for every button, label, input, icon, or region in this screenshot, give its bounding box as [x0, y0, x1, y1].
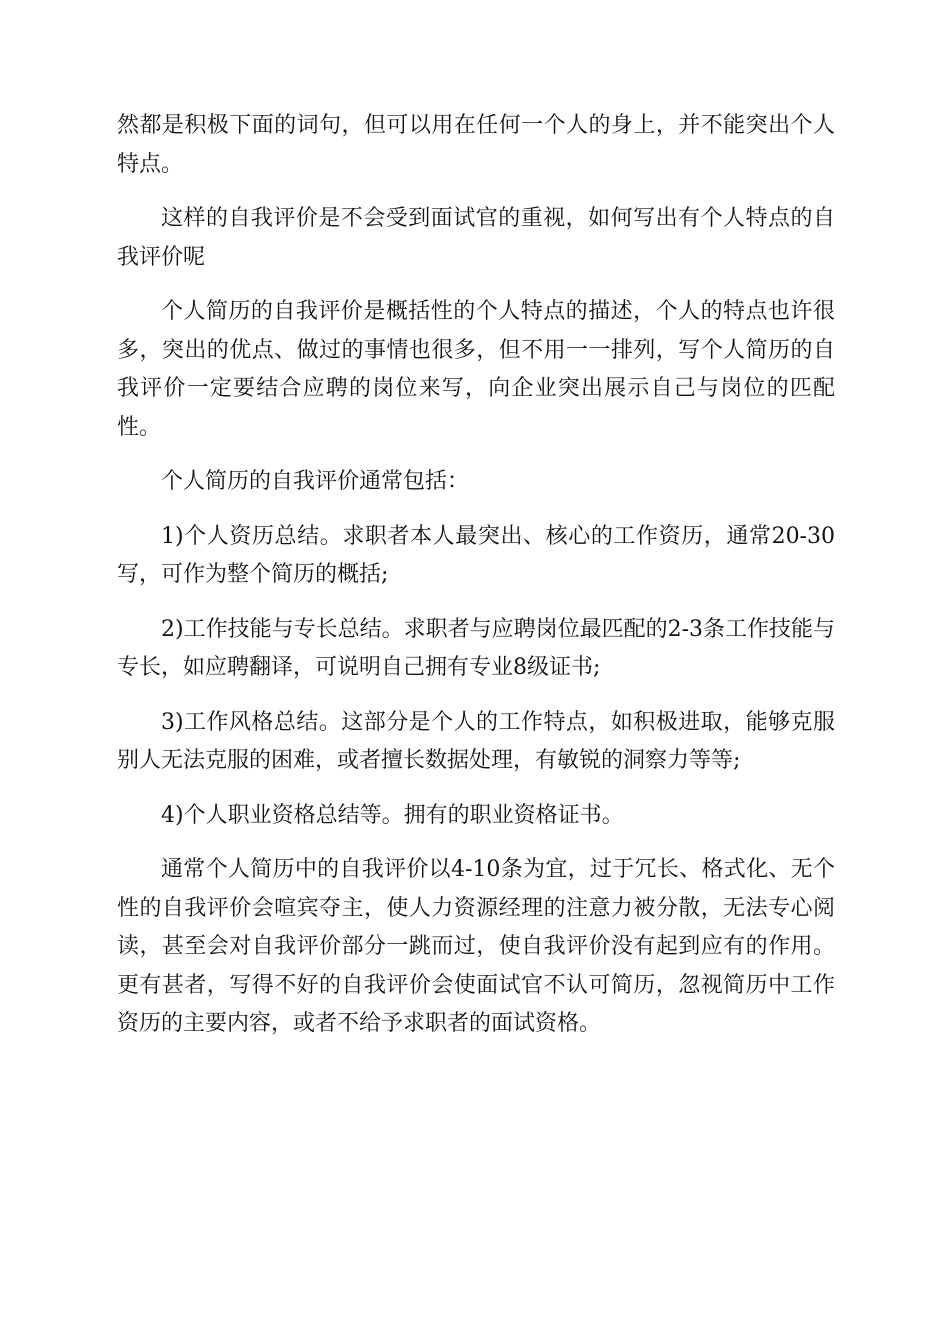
list-item-3: 3)工作风格总结。这部分是个人的工作特点，如积极进取，能够克服别人无法克服的困难，或者擅长数据处理，有敏锐的洞察力等等; — [117, 709, 835, 773]
paragraph-1: 然都是积极下面的词句，但可以用在任何一个人的身上，并不能突出个人特点。 — [117, 113, 835, 177]
paragraph-5: 通常个人简历中的自我评价以4-10条为宜，过于冗长、格式化、无个性的自我评价会喧宾夺主，使人力资源经理的注意力被分散，无法专心阅读，甚至会对自我评价部分一跳而过，使自我评价没有起到应有的作用。更有甚者，写得不好的自我评价会使面试官不认可简历，忽视简历中工作资历的主要内容，或者不给予求职者的面试资格。 — [117, 857, 835, 1036]
paragraph-4: 个人简历的自我评价通常包括： — [161, 469, 470, 494]
list-item-2: 2)工作技能与专长总结。求职者与应聘岗位最匹配的2-3条工作技能与专长，如应聘翻译，可说明自己拥有专业8级证书; — [117, 616, 836, 680]
paragraph-3: 个人简历的自我评价是概括性的个人特点的描述，个人的特点也许很多，突出的优点、做过的事情也很多，但不用一一排列，写个人简历的自我评价一定要结合应聘的岗位来写，向企业突出展示自己与岗位的匹配性。 — [117, 299, 835, 440]
document-page — [117, 107, 835, 1060]
list-item-4: 4)个人职业资格总结等。拥有的职业资格证书。 — [161, 802, 624, 828]
paragraph-2: 这样的自我评价是不会受到面试官的重视，如何写出有个人特点的自我评价呢 — [117, 206, 835, 270]
list-item-1: 1)个人资历总结。求职者本人最突出、核心的工作资历，通常20-30写，可作为整个简历的概括; — [117, 523, 835, 587]
